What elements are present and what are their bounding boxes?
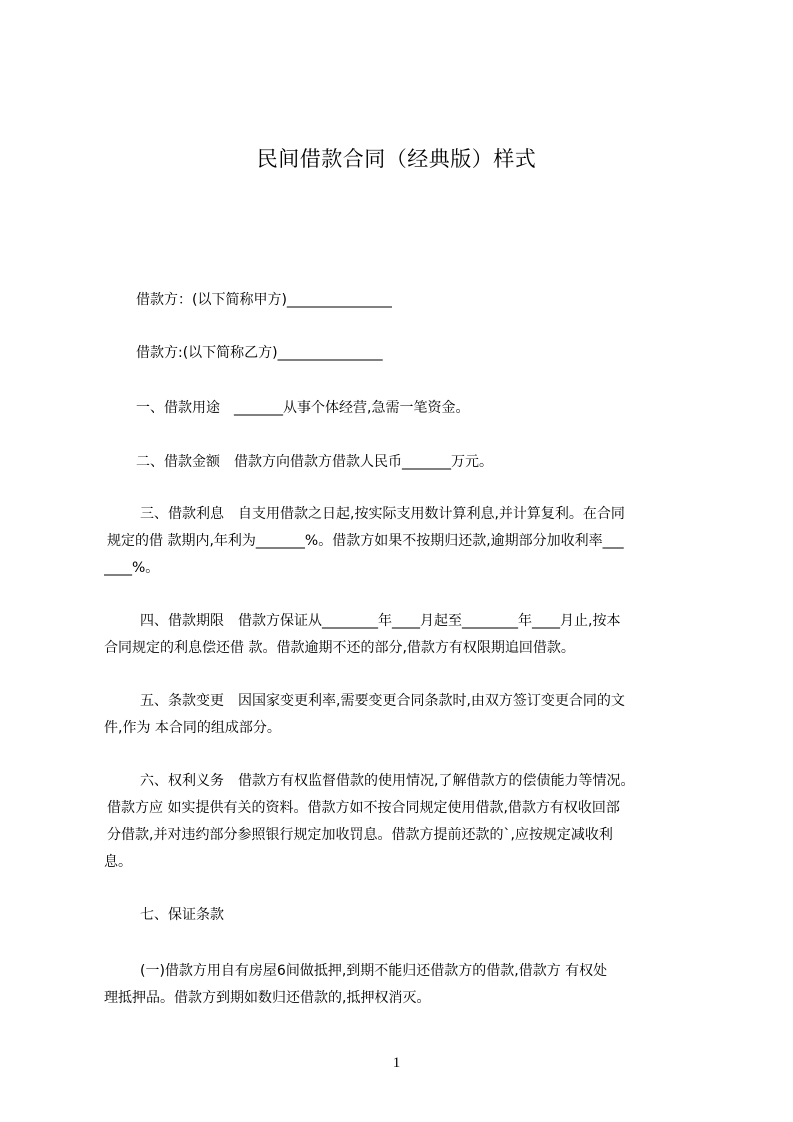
party-a-line: 借款方：(以下简称甲方)_______________ bbox=[136, 292, 392, 308]
clause-7-heading: 七、保证条款 bbox=[140, 907, 224, 923]
clause-3-line-2: 规定的借 款期内,年利为_______%。借款方如果不按期归还款,逾期部分加收利率___ bbox=[107, 533, 624, 549]
clause-3-line-3: ____%。 bbox=[104, 560, 160, 576]
clause-5-line-1: 五、条款变更 因国家变更利率,需要变更合同条款时,由双方签订变更合同的文 bbox=[140, 693, 625, 709]
clause-7-item-1-line-1: (一)借款方用自有房屋6间做抵押,到期不能归还借款方的借款,借款方 有权处 bbox=[140, 963, 608, 979]
clause-2-line: 二、借款金额 借款方向借款方借款人民币_______万元。 bbox=[136, 454, 493, 470]
page-title: 民间借款合同（经典版）样式 bbox=[256, 147, 537, 171]
clause-7-item-1-line-2: 理抵押品。借款方到期如数归还借款的,抵押权消灭。 bbox=[104, 990, 431, 1006]
clause-1-line: 一、借款用途 _______从事个体经营,急需一笔资金。 bbox=[136, 400, 470, 416]
clause-6-line-3: 分借款,并对违约部分参照银行规定加收罚息。借款方提前还款的`,应按规定减收利 bbox=[107, 827, 613, 843]
clause-4-line-1: 四、借款期限 借款方保证从________年____月起至________年____月止,按本 bbox=[140, 613, 621, 629]
clause-6-line-1: 六、权利义务 借款方有权监督借款的使用情况,了解借款方的偿债能力等情况。 bbox=[140, 773, 635, 789]
clause-6-line-2: 借款方应 如实提供有关的资料。借款方如不按合同规定使用借款,借款方有权收回部 bbox=[107, 800, 620, 816]
clause-3-line-1: 三、借款利息 自支用借款之日起,按实际支用数计算利息,并计算复利。在合同 bbox=[140, 506, 625, 522]
clause-5-line-2: 件,作为 本合同的组成部分。 bbox=[104, 720, 281, 736]
clause-4-line-2: 合同规定的利息偿还借 款。借款逾期不还的部分,借款方有权限期追回借款。 bbox=[104, 640, 575, 656]
party-b-line: 借款方:(以下简称乙方)_______________ bbox=[136, 345, 383, 361]
page-number: 1 bbox=[392, 1055, 401, 1071]
clause-6-line-4: 息。 bbox=[104, 854, 132, 870]
